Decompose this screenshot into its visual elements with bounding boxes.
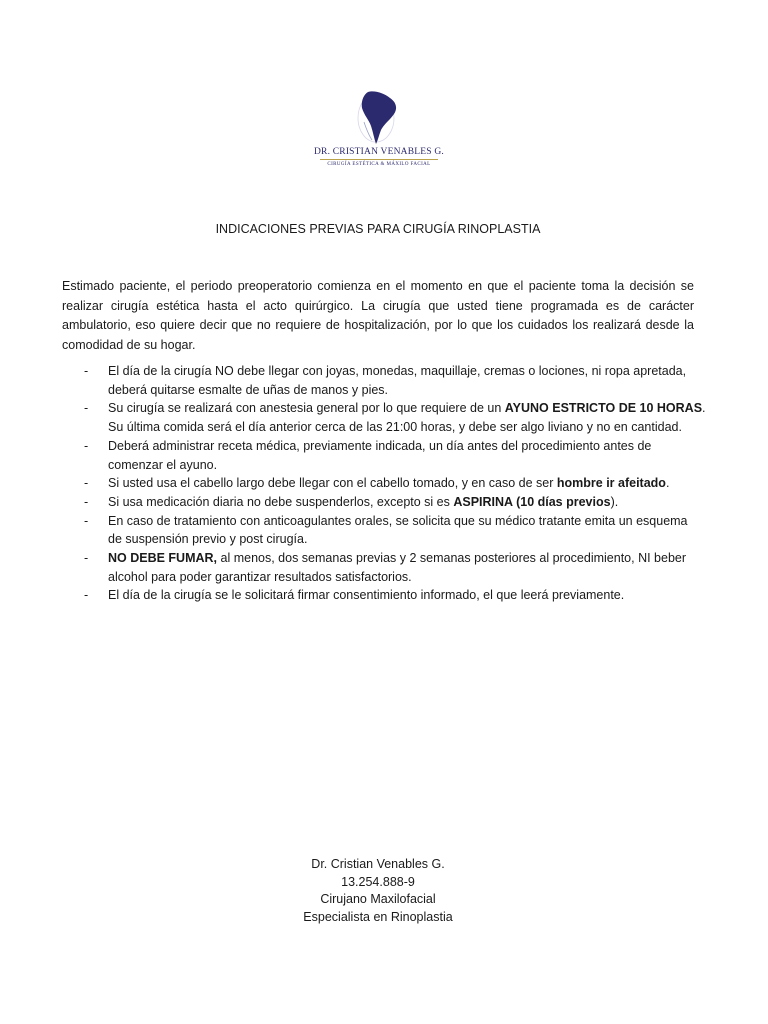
indication-text: Si usted usa el cabello largo debe llegar con el cabello tomado, y en caso de ser <box>108 476 557 491</box>
logo-divider <box>320 159 438 160</box>
indication-line <box>108 586 702 605</box>
bullet-dash: - <box>84 401 89 416</box>
indication-item <box>62 399 706 436</box>
indication-line <box>108 362 702 381</box>
signature-rut: 13.254.888-9 <box>341 874 415 889</box>
indication-text: al menos, dos semanas previas y 2 semanas posteriores al procedimiento, NI beber <box>217 551 687 566</box>
indication-text: Su cirugía se realizará con anestesia general por lo que requiere de un <box>108 401 505 416</box>
intro-line: realizar cirugía estética hasta el acto quirúrgico. La cirugía que usted tiene programada es de carácter <box>62 298 694 313</box>
bullet-dash: - <box>84 494 89 509</box>
indication-line <box>108 493 702 512</box>
signature-block <box>0 856 756 926</box>
indication-text: El día de la cirugía NO debe llegar con joyas, monedas, maquillaje, cremas o lociones, ni ropa apretada, <box>108 364 687 378</box>
indication-line <box>108 512 702 531</box>
bullet-dash: - <box>84 438 89 453</box>
document-title: INDICACIONES PREVIAS PARA CIRUGÍA RINOPLASTIA <box>215 222 541 236</box>
signature-specialty: Especialista en Rinoplastia <box>303 909 453 924</box>
indication-item <box>62 586 702 605</box>
indication-item <box>62 512 702 549</box>
indication-text: ). <box>610 494 619 509</box>
indication-text: En caso de tratamiento con anticoagulantes orales, se solicita que su médico tratante emita un esquema <box>108 513 688 528</box>
bullet-dash: - <box>84 588 89 603</box>
intro-line: ambulatorio, eso quiere decir que no requiere de hospitalización, por lo que los cuidados los realizará desde la <box>62 318 694 332</box>
emphasis-text: hombre ir afeitado <box>556 476 666 491</box>
indication-text: . <box>702 401 706 416</box>
bullet-dash: - <box>84 551 89 566</box>
emphasis-text: NO DEBE FUMAR, <box>108 551 218 566</box>
indication-text: comenzar el ayuno. <box>108 457 218 472</box>
indication-line <box>108 456 702 475</box>
logo-name: DR. CRISTIAN VENABLES G. <box>314 147 444 157</box>
indication-line <box>108 530 702 549</box>
indication-text: . <box>665 476 670 491</box>
indication-item <box>62 437 702 474</box>
emphasis-text: AYUNO ESTRICTO DE 10 HORAS <box>504 401 703 416</box>
indication-text: Deberá administrar receta médica, previamente indicada, un día antes del procedimiento antes de <box>108 438 652 453</box>
indication-item <box>62 493 702 512</box>
intro-line: comodidad de su hogar. <box>62 337 196 352</box>
emphasis-text: ASPIRINA (10 días previos <box>453 494 611 509</box>
indication-line <box>108 549 702 568</box>
indication-text: Su última comida será el día anterior cerca de las 21:00 horas, y debe ser algo liviano y no en cantidad. <box>108 420 682 435</box>
clinic-logo <box>312 88 446 176</box>
bullet-dash: - <box>84 476 89 491</box>
south-america-map-icon <box>354 88 404 146</box>
indication-line <box>108 474 702 493</box>
indication-line <box>108 381 702 400</box>
bullet-dash: - <box>84 364 89 378</box>
indications-list <box>62 362 706 605</box>
bullet-dash: - <box>84 513 89 528</box>
indication-item <box>62 474 702 493</box>
indication-text: El día de la cirugía se le solicitará firmar consentimiento informado, el que leerá previamente. <box>108 588 625 603</box>
intro-paragraph <box>62 277 694 355</box>
indication-line <box>108 399 706 418</box>
indication-line <box>108 437 702 456</box>
indication-text: alcohol para poder garantizar resultados satisfactorios. <box>108 569 412 584</box>
signature-role: Cirujano Maxilofacial <box>320 892 436 907</box>
indication-text: deberá quitarse esmalte de uñas de manos y pies. <box>108 382 389 397</box>
intro-line: Estimado paciente, el periodo preoperatorio comienza en el momento en que el paciente toma la decisión se <box>62 279 694 293</box>
indication-item <box>62 549 702 586</box>
indication-line <box>108 418 702 437</box>
indication-text: Si usa medicación diaria no debe suspenderlos, excepto si es <box>108 494 454 509</box>
indication-item <box>62 362 702 399</box>
indication-line <box>108 568 702 587</box>
logo-tagline: CIRUGÍA ESTÉTICA & MÁXILO FACIAL <box>327 162 431 167</box>
signature-name: Dr. Cristian Venables G. <box>311 857 445 871</box>
indication-text: de suspensión previo y post cirugía. <box>108 532 308 547</box>
